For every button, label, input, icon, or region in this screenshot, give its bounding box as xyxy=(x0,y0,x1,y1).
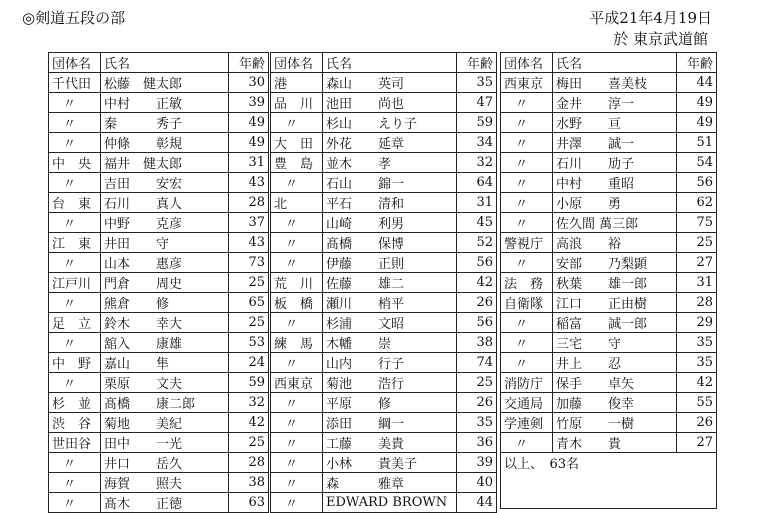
org-cell: 〃 xyxy=(501,313,553,333)
age-cell: 31 xyxy=(229,153,269,173)
table-row xyxy=(271,193,497,213)
age-cell: 25 xyxy=(229,313,269,333)
org-cell: 港 xyxy=(271,73,323,93)
org-cell: 練 馬 xyxy=(271,333,323,353)
col-org-header: 団体名 xyxy=(49,53,101,73)
age-cell: 43 xyxy=(229,173,269,193)
age-cell: 75 xyxy=(677,213,717,233)
org-cell: 江戸川 xyxy=(49,273,101,293)
age-cell: 59 xyxy=(229,373,269,393)
filler-row xyxy=(501,490,717,509)
table-row xyxy=(49,313,269,333)
org-cell: 〃 xyxy=(49,333,101,353)
org-cell: 板 橋 xyxy=(271,293,323,313)
age-cell: 54 xyxy=(677,153,717,173)
date-label: 平成21年4月19日 xyxy=(589,9,712,27)
table-row xyxy=(49,353,269,373)
org-cell: 〃 xyxy=(49,493,101,513)
age-cell: 34 xyxy=(457,133,497,153)
table-row xyxy=(271,253,497,273)
org-cell: 西東京 xyxy=(271,373,323,393)
name-cell: 添田 綱一 xyxy=(323,413,457,433)
org-cell: 〃 xyxy=(501,133,553,153)
table-row xyxy=(49,393,269,413)
age-cell: 43 xyxy=(229,233,269,253)
name-cell: 山本 惠彦 xyxy=(101,253,229,273)
table-row xyxy=(49,153,269,173)
age-cell: 26 xyxy=(677,413,717,433)
org-cell: 〃 xyxy=(271,353,323,373)
table-header-row xyxy=(271,53,497,73)
age-cell: 25 xyxy=(229,433,269,453)
org-cell: 〃 xyxy=(271,473,323,493)
name-cell: 外花 延章 xyxy=(323,133,457,153)
org-cell: 〃 xyxy=(49,253,101,273)
age-cell: 42 xyxy=(677,373,717,393)
name-cell: 福井 健太郎 xyxy=(101,153,229,173)
name-cell: 森山 英司 xyxy=(323,73,457,93)
name-cell: 森 雅章 xyxy=(323,473,457,493)
name-cell: 仲條 彰規 xyxy=(101,133,229,153)
name-cell: 松藤 健太郎 xyxy=(101,73,229,93)
table-row xyxy=(271,293,497,313)
table-row xyxy=(49,73,269,93)
age-cell: 44 xyxy=(677,73,717,93)
table-row xyxy=(501,273,717,293)
org-cell: 〃 xyxy=(49,293,101,313)
name-cell: 青木 貴 xyxy=(553,433,677,453)
table-row xyxy=(501,333,717,353)
org-cell: 〃 xyxy=(49,113,101,133)
age-cell: 63 xyxy=(229,493,269,513)
table-row xyxy=(501,193,717,213)
table-row xyxy=(501,313,717,333)
table-row xyxy=(271,433,497,453)
table-row xyxy=(49,333,269,353)
roster-table-2 xyxy=(270,52,497,513)
org-cell: 〃 xyxy=(271,493,323,513)
age-cell: 47 xyxy=(457,93,497,113)
age-cell: 53 xyxy=(229,333,269,353)
age-cell: 25 xyxy=(229,273,269,293)
org-cell: 〃 xyxy=(271,433,323,453)
org-cell: 〃 xyxy=(271,413,323,433)
name-cell: 菊地 美紀 xyxy=(101,413,229,433)
table-row xyxy=(271,133,497,153)
name-cell: 熊倉 修 xyxy=(101,293,229,313)
org-cell: 中 央 xyxy=(49,153,101,173)
name-cell: 髙橋 保博 xyxy=(323,233,457,253)
table-row xyxy=(49,473,269,493)
age-cell: 49 xyxy=(229,113,269,133)
name-cell: 金井 淳一 xyxy=(553,93,677,113)
table-row xyxy=(49,193,269,213)
name-cell: 石山 錦一 xyxy=(323,173,457,193)
age-cell: 28 xyxy=(229,453,269,473)
table-row xyxy=(271,353,497,373)
page-title: ◎剣道五段の部 xyxy=(22,9,126,27)
roster-table-3 xyxy=(500,52,717,509)
col-name-header: 氏名 xyxy=(101,53,229,73)
age-cell: 35 xyxy=(457,413,497,433)
org-cell: 〃 xyxy=(49,373,101,393)
table-row xyxy=(501,233,717,253)
col-age-header: 年齢 xyxy=(457,53,497,73)
name-cell: 竹原 一樹 xyxy=(553,413,677,433)
org-cell: 法 務 xyxy=(501,273,553,293)
name-cell: 佐藤 雄二 xyxy=(323,273,457,293)
org-cell: 〃 xyxy=(49,93,101,113)
name-cell: 平石 清和 xyxy=(323,193,457,213)
age-cell: 32 xyxy=(229,393,269,413)
org-cell: 渋 谷 xyxy=(49,413,101,433)
table-row xyxy=(501,93,717,113)
table-row xyxy=(501,173,717,193)
name-cell: 並木 孝 xyxy=(323,153,457,173)
table-row xyxy=(49,173,269,193)
table-row xyxy=(49,433,269,453)
name-cell: 池田 尚也 xyxy=(323,93,457,113)
name-cell: 杉浦 文昭 xyxy=(323,313,457,333)
age-cell: 29 xyxy=(677,313,717,333)
org-cell: 〃 xyxy=(271,453,323,473)
table-row xyxy=(501,133,717,153)
col-name-header: 氏名 xyxy=(323,53,457,73)
table-row xyxy=(501,113,717,133)
name-cell: 髙木 正徳 xyxy=(101,493,229,513)
org-cell: 〃 xyxy=(501,173,553,193)
table-row xyxy=(501,353,717,373)
name-cell: 石川 劢子 xyxy=(553,153,677,173)
table-row xyxy=(271,173,497,193)
name-cell: 瀬川 梢平 xyxy=(323,293,457,313)
table-row xyxy=(271,413,497,433)
name-cell: 伊藤 正則 xyxy=(323,253,457,273)
table-row xyxy=(49,293,269,313)
org-cell: 千代田 xyxy=(49,73,101,93)
org-cell: 自衛隊 xyxy=(501,293,553,313)
age-cell: 35 xyxy=(677,333,717,353)
table-row xyxy=(501,373,717,393)
table-row xyxy=(271,113,497,133)
name-cell: 嘉山 隼 xyxy=(101,353,229,373)
name-cell: 石川 真人 xyxy=(101,193,229,213)
age-cell: 31 xyxy=(457,193,497,213)
table-row xyxy=(271,493,497,513)
table-row xyxy=(49,373,269,393)
filler-cell xyxy=(501,490,717,509)
org-cell: 消防庁 xyxy=(501,373,553,393)
filler-row xyxy=(501,472,717,490)
org-cell: 〃 xyxy=(271,173,323,193)
name-cell: 江口 正由樹 xyxy=(553,293,677,313)
filler-cell xyxy=(501,472,717,490)
table-row xyxy=(49,93,269,113)
table-row xyxy=(271,93,497,113)
age-cell: 27 xyxy=(677,253,717,273)
name-cell: 木幡 崇 xyxy=(323,333,457,353)
age-cell: 73 xyxy=(229,253,269,273)
age-cell: 49 xyxy=(677,113,717,133)
org-cell: 〃 xyxy=(49,473,101,493)
age-cell: 31 xyxy=(677,273,717,293)
age-cell: 35 xyxy=(457,73,497,93)
org-cell: 〃 xyxy=(271,313,323,333)
table-row xyxy=(271,233,497,253)
name-cell: 井田 守 xyxy=(101,233,229,253)
table-header-row xyxy=(49,53,269,73)
age-cell: 52 xyxy=(457,233,497,253)
name-cell: 鈴木 幸大 xyxy=(101,313,229,333)
org-cell: 〃 xyxy=(501,193,553,213)
age-cell: 59 xyxy=(457,113,497,133)
org-cell: 〃 xyxy=(501,93,553,113)
name-cell: 山内 行子 xyxy=(323,353,457,373)
name-cell: 工藤 美貴 xyxy=(323,433,457,453)
name-cell: 髙橋 康二郎 xyxy=(101,393,229,413)
table-row xyxy=(501,213,717,233)
name-cell: 田中 一光 xyxy=(101,433,229,453)
table-row xyxy=(271,453,497,473)
age-cell: 56 xyxy=(457,253,497,273)
org-cell: 警視庁 xyxy=(501,233,553,253)
org-cell: 〃 xyxy=(501,113,553,133)
age-cell: 24 xyxy=(229,353,269,373)
table-row xyxy=(271,273,497,293)
table-row xyxy=(501,253,717,273)
org-cell: 〃 xyxy=(271,393,323,413)
age-cell: 44 xyxy=(457,493,497,513)
age-cell: 74 xyxy=(457,353,497,373)
age-cell: 49 xyxy=(229,133,269,153)
name-cell: 海賀 照夫 xyxy=(101,473,229,493)
age-cell: 36 xyxy=(457,433,497,453)
org-cell: 交通局 xyxy=(501,393,553,413)
name-cell: 舘入 康雄 xyxy=(101,333,229,353)
name-cell: 佐久間 萬三郎 xyxy=(553,213,677,233)
name-cell: 栗原 文夫 xyxy=(101,373,229,393)
age-cell: 38 xyxy=(229,473,269,493)
age-cell: 37 xyxy=(229,213,269,233)
age-cell: 38 xyxy=(457,333,497,353)
col-age-header: 年齢 xyxy=(229,53,269,73)
table-row xyxy=(501,413,717,433)
table-row xyxy=(49,133,269,153)
org-cell: 大 田 xyxy=(271,133,323,153)
table-row xyxy=(271,153,497,173)
table-row xyxy=(501,293,717,313)
name-cell: 小林 貴美子 xyxy=(323,453,457,473)
age-cell: 35 xyxy=(677,353,717,373)
name-cell: 中村 重昭 xyxy=(553,173,677,193)
age-cell: 45 xyxy=(457,213,497,233)
table-row xyxy=(271,73,497,93)
name-cell: 保手 卓矢 xyxy=(553,373,677,393)
col-org-header: 団体名 xyxy=(271,53,323,73)
table-row xyxy=(49,253,269,273)
table-row xyxy=(49,493,269,513)
age-cell: 26 xyxy=(457,393,497,413)
org-cell: 〃 xyxy=(49,453,101,473)
age-cell: 26 xyxy=(457,293,497,313)
age-cell: 55 xyxy=(677,393,717,413)
table-row xyxy=(271,313,497,333)
name-cell: 加藤 俊幸 xyxy=(553,393,677,413)
name-cell: 菊池 浩行 xyxy=(323,373,457,393)
org-cell: 足 立 xyxy=(49,313,101,333)
table-row xyxy=(271,373,497,393)
org-cell: 中 野 xyxy=(49,353,101,373)
org-cell: 〃 xyxy=(501,433,553,453)
name-cell: 秋葉 雄一郎 xyxy=(553,273,677,293)
age-cell: 28 xyxy=(677,293,717,313)
org-cell: 〃 xyxy=(501,153,553,173)
org-cell: 学連剣 xyxy=(501,413,553,433)
table-row xyxy=(49,113,269,133)
table-row xyxy=(271,393,497,413)
col-org-header: 団体名 xyxy=(501,53,553,73)
name-cell: 高浪 裕 xyxy=(553,233,677,253)
age-cell: 30 xyxy=(229,73,269,93)
table-row xyxy=(501,393,717,413)
table-row xyxy=(49,273,269,293)
org-cell: 世田谷 xyxy=(49,433,101,453)
name-cell: 門倉 周史 xyxy=(101,273,229,293)
age-cell: 39 xyxy=(229,93,269,113)
table-row xyxy=(271,473,497,493)
table-row xyxy=(501,153,717,173)
age-cell: 28 xyxy=(229,193,269,213)
age-cell: 49 xyxy=(677,93,717,113)
age-cell: 56 xyxy=(457,313,497,333)
table-row xyxy=(49,213,269,233)
age-cell: 27 xyxy=(677,433,717,453)
name-cell: 中村 正敏 xyxy=(101,93,229,113)
name-cell: 井口 岳久 xyxy=(101,453,229,473)
name-cell: 吉田 安宏 xyxy=(101,173,229,193)
age-cell: 64 xyxy=(457,173,497,193)
org-cell: 〃 xyxy=(49,133,101,153)
org-cell: 西東京 xyxy=(501,73,553,93)
org-cell: 〃 xyxy=(271,233,323,253)
org-cell: 〃 xyxy=(271,113,323,133)
name-cell: 梅田 喜美枝 xyxy=(553,73,677,93)
org-cell: 北 xyxy=(271,193,323,213)
org-cell: 品 川 xyxy=(271,93,323,113)
name-cell: 秦 秀子 xyxy=(101,113,229,133)
name-cell: 平原 修 xyxy=(323,393,457,413)
name-cell: 安部 乃梨顕 xyxy=(553,253,677,273)
org-cell: 〃 xyxy=(501,253,553,273)
total-note: 以上、 63名 xyxy=(501,453,717,473)
table-row xyxy=(49,413,269,433)
roster-table-1 xyxy=(48,52,269,513)
name-cell: 水野 亘 xyxy=(553,113,677,133)
org-cell: 〃 xyxy=(49,213,101,233)
age-cell: 56 xyxy=(677,173,717,193)
age-cell: 40 xyxy=(457,473,497,493)
age-cell: 42 xyxy=(229,413,269,433)
age-cell: 51 xyxy=(677,133,717,153)
name-cell: 杉山 えり子 xyxy=(323,113,457,133)
table-row xyxy=(49,453,269,473)
age-cell: 42 xyxy=(457,273,497,293)
org-cell: 〃 xyxy=(271,253,323,273)
name-cell: 山崎 利男 xyxy=(323,213,457,233)
name-cell: 小原 勇 xyxy=(553,193,677,213)
venue-label: 於 東京武道館 xyxy=(613,30,708,48)
age-cell: 25 xyxy=(457,373,497,393)
table-row xyxy=(501,433,717,453)
name-cell: 三宅 守 xyxy=(553,333,677,353)
footer-row xyxy=(501,453,717,473)
org-cell: 台 東 xyxy=(49,193,101,213)
table-row xyxy=(49,233,269,253)
table-header-row xyxy=(501,53,717,73)
org-cell: 〃 xyxy=(501,333,553,353)
org-cell: 〃 xyxy=(49,173,101,193)
age-cell: 25 xyxy=(677,233,717,253)
org-cell: 江 東 xyxy=(49,233,101,253)
org-cell: 〃 xyxy=(271,213,323,233)
name-cell: 井上 忍 xyxy=(553,353,677,373)
name-cell: 稲富 誠一郎 xyxy=(553,313,677,333)
name-cell: 中野 克彦 xyxy=(101,213,229,233)
org-cell: 杉 並 xyxy=(49,393,101,413)
table-row xyxy=(271,333,497,353)
col-age-header: 年齢 xyxy=(677,53,717,73)
name-cell: EDWARD BROWN xyxy=(323,493,457,513)
col-name-header: 氏名 xyxy=(553,53,677,73)
age-cell: 39 xyxy=(457,453,497,473)
org-cell: 〃 xyxy=(501,353,553,373)
age-cell: 65 xyxy=(229,293,269,313)
name-cell: 井澤 誠一 xyxy=(553,133,677,153)
age-cell: 62 xyxy=(677,193,717,213)
org-cell: 豊 島 xyxy=(271,153,323,173)
org-cell: 荒 川 xyxy=(271,273,323,293)
age-cell: 32 xyxy=(457,153,497,173)
org-cell: 〃 xyxy=(501,213,553,233)
table-row xyxy=(501,73,717,93)
table-row xyxy=(271,213,497,233)
